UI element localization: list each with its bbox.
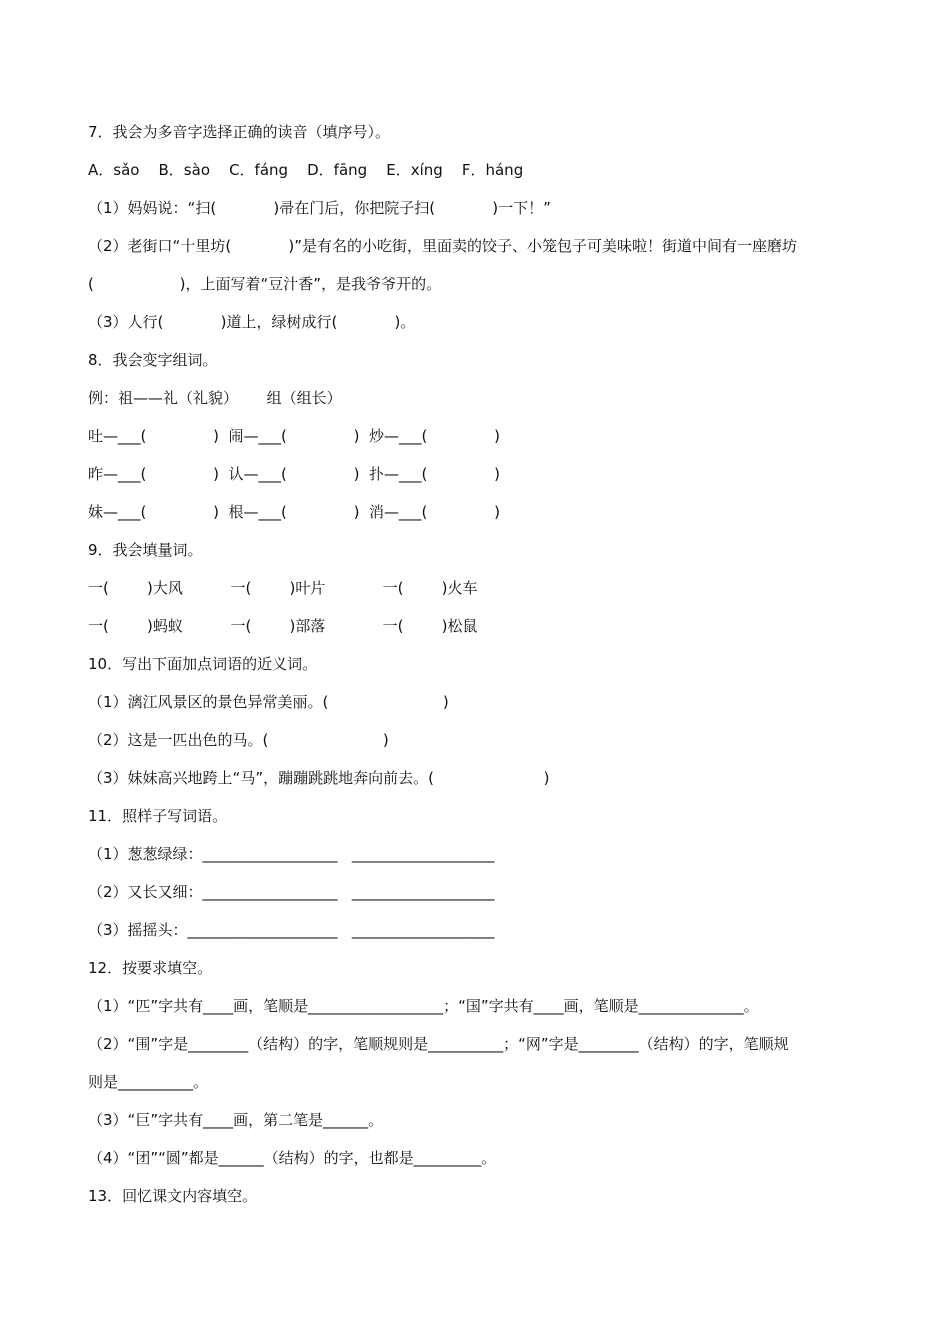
q11-item-2: （2）又长又细：__________________ ___________________ [88,883,495,901]
q7-title: 7．我会为多音字选择正确的读音（填序号）。 [88,123,391,141]
q11-item-3: （3）摇摇头：____________________ ___________________ [88,921,495,939]
q11-title: 11．照样子写词语。 [88,807,228,825]
q12-item-1: （1）“匹”字共有____画，笔顺是__________________；“国”字共有____画，笔顺是______________。 [88,997,759,1015]
q7-options: A．sǎo B．sào C．fáng D．fāng E．xíng F．háng [88,161,524,179]
q7-sentence-1: （1）妈妈说：“扫( )帚在门后，你把院子扫( )一下！” [88,199,551,217]
q10-sentence-2: （2）这是一匹出色的马。( ) [88,731,389,749]
q12-title: 12．按要求填空。 [88,959,213,977]
q8-example: 例：祖——礼（礼貌） 组（组长） [88,389,342,407]
q9-row-2: 一( )蚂蚁 一( )部落 一( )松鼠 [88,617,478,635]
q13-title: 13．回忆课文内容填空。 [88,1187,258,1205]
q9-title: 9．我会填量词。 [88,541,203,559]
q12-item-2-cont: 则是__________。 [88,1073,209,1091]
q12-item-4: （4）“团”“圆”都是______（结构）的字，也都是_________。 [88,1149,497,1167]
q8-title: 8．我会变字组词。 [88,351,218,369]
q8-row-2: 昨—___( ) 认—___( ) 扑—___( ) [88,465,500,483]
q7-sentence-2-cont: ( )，上面写着“豆汁香”，是我爷爷开的。 [88,275,442,293]
q7-sentence-2: （2）老街口“十里坊( )”是有名的小吃街，里面卖的饺子、小笼包子可美味啦！街道中间有一座磨坊 [88,237,798,255]
q10-sentence-3: （3）妹妹高兴地跨上“马”，蹦蹦跳跳地奔向前去。( ) [88,769,550,787]
q11-item-1: （1）葱葱绿绿：__________________ ___________________ [88,845,495,863]
q8-row-3: 妹—___( ) 根—___( ) 消—___( ) [88,503,500,521]
q12-item-2: （2）“围”字是________（结构）的字，笔顺规则是__________；“网”字是________（结构）的字，笔顺规 [88,1035,789,1053]
q10-sentence-1: （1）漓江风景区的景色异常美丽。( ) [88,693,449,711]
q12-item-3: （3）“巨”字共有____画，第二笔是______。 [88,1111,384,1129]
q7-sentence-3: （3）人行( )道上，绿树成行( )。 [88,313,416,331]
q10-title: 10．写出下面加点词语的近义词。 [88,655,318,673]
q8-row-1: 吐—___( ) 闹—___( ) 炒—___( ) [88,427,500,445]
q9-row-1: 一( )大风 一( )叶片 一( )火车 [88,579,478,597]
